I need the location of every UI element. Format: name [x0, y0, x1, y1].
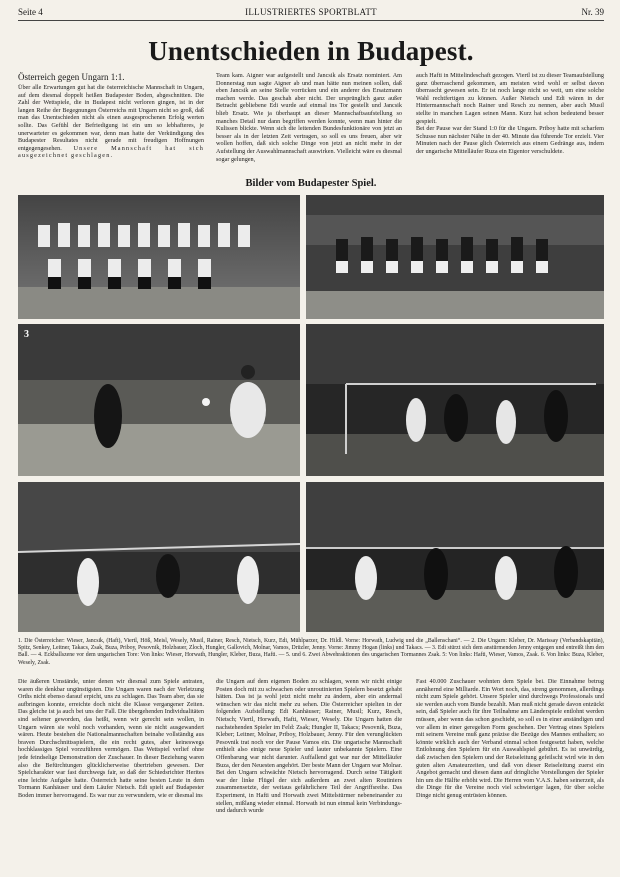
photo-goalkeeper-defense-2	[306, 482, 604, 632]
page-header	[18, 6, 604, 21]
photo-goalkeeper-save	[18, 324, 300, 476]
intro-text: Über alle Erwartungen gut hat die österreichische Mannschaft in Ungarn, auf dem diesmal doppelt heißen Budapester Boden, abgeschnitten. Die Zahl der Wettspiele, die in Budapest nicht verloren gingen, ist in der langen Reihe der Begegnungen Österreichs mit Ungarn nicht so groß, daß man das Unentschieden nicht als einen ausgesprochenen Erfolg werten sollte. Das Gefühl der Befriedigung ist ein um so lebhafteres, je unerwarteter es gekommen war, denn man hatte der Verkündigung des Budapester Resultates nicht gerade mit freudigen Hoffnungen entgegengesehen.	[18, 84, 204, 152]
column-3-text-b: Bei der Pause war der Stand 1:0 für die Ungarn. Priboy hatte mit scharfem Schusse nun nächster Nähe in der 40. Minute das führende Tor erzielt. Vier Minuten nach der Pause glich Österreich aus einem Gedränge aus, indem der ungarische Mittelläufer Ruza ein Eigentor verschuldete.	[416, 125, 604, 155]
column-3	[416, 72, 604, 176]
column-2-text: Team kam. Aigner war aufgestellt und Jancsik als Ersatz nominiert. Am Donnerstag nun sagte Aigner ab und man hätte nun meinen sollen, daß eben Jancsik an seine Stelle vorrücken und ein anderer des Ersatzmann machen werde. Das geschah aber nicht. Der ursprünglich ganz außer Betracht gebliebene Edi wurde auf einmal ins Tor gestellt und Jancsik blieb Ersatz. Wie ja überhaupt an dieser Mannschaftsaufstellung so manches Detail nur dann begriffen werden konnte, wenn man hinter die Kulissen blickte. Wenn sich die leitenden Bundesfunktionäre von jetzt an besser als in der letzten Zeit vertragen, so soll es uns freuen, aber wir wollen hoffen, daß sich solche Dinge von jetzt an nicht mehr in der Aufstellung der Auswahlmannschaft auswirken. Vielleicht wäre es diesmal sogar gelungen,	[216, 72, 402, 163]
photo-goalkeeper-defense-1	[18, 482, 300, 632]
magazine-title: ILLUSTRIERTES SPORTBLATT	[245, 7, 377, 17]
photo-corner-scene	[306, 324, 604, 476]
page-number: Seite 4	[18, 7, 43, 17]
article-headline: Unentschieden in Budapest.	[148, 36, 474, 66]
photo-austrian-team	[18, 195, 300, 319]
photo-number: 3	[24, 329, 29, 340]
photo-hungarian-team	[306, 195, 604, 319]
column-3-text-a: auch Hafti in Mittelindeschaft gezogen. Viertl ist zu dieser Teamaufstellung ganz überraschend gekommen, am meisten wird wohl er selbst davon überrascht gewesen sein. Er ist noch lange nicht so weit, um eine solche Wahl rechtfertigen zu können. Außer Nietsch und Edi wären in der Hintermannschaft noch Rainer und Resch zu nennen, aber auch Musil stellte in manchen Lagen seinen Mann. Kurz hat schon bedeutend besser gespielt.	[416, 72, 604, 125]
article-subtitle: Österreich gegen Ungarn 1:1.	[18, 72, 125, 82]
bottom-column-2: die Ungarn auf dem eigenen Boden zu schlagen, wenn wir nicht einige Posten doch mit zu schwachen oder unroutinierten Spielern besetzt gehabt hätten. Das ist ja wohl jetzt nicht mehr zu ändern, aber ein andermal wünschen wir das nicht mehr zu sehen. Die Österreicher spielten in der folgenden Aufstellung: Edi Kanhäuser; Rainer, Musil; Kurz, Resch, Nietsch; Viertl, Horwath, Hafti, Wieser, Wesely. Die Ungarn hatten die nachstehenden Spieler im Feld: Zsak; Hungler II, Takacs; Pesovnik, Buza, Kleber; Leitner, Molnar, Priboy, Holzbauer, Jenny. Für den verunglückten Pesovnik trat noch vor der Pause Vamos ein. Die ungarische Mannschaft enthielt also einige neue Spieler und lauter unbekannte Spielern. Eine Offenbarung war nicht darunter. Auffallend gut war nur der Mittelläufer Buza, der den Neuesten angehört. Der beste Mann der Ungarn war Molnar. Bei den Ungarn schwächte Nietsch hervorragend. Durch seine Tätigkeit war der linke Flügel der sich außerdem an zwei alten Routiniers zusammensetzte, der weitaus gefährlichere Teil der Angriffsreihe. Das Experiment, in Hafti und Horwath zwei Mittelstürmer nebeneinander zu stellen, mißlang wieder einmal. Horwath ist nun einmal kein Verbindungs- und dadurch wurde	[216, 678, 402, 815]
magazine-page	[18, 6, 604, 868]
intro-tail: Unsere Mannschaft hat sich ausgezeichnet geschlagen.	[18, 144, 204, 160]
photos-caption: 1. Die Österreicher: Wieser, Jancsik, (Haft), Viertl, Höß, Meisl, Wesely, Musil, Rainer, Resch, Nietsch, Kurz, Edi, Mühlparzer, Dr. Hildl. Vorne: Horwath, Ludwig und die „Ballenschani“. — 2. Die Ungarn: Kleber, Dr. Marissay (Verbandskapitän), Spitz, Senkey, Leitner, Takacs, Zsak, Buza, Priboy, Pesovnik, Holzbauer, Zloch, Hungler, Gallovich, Molnar, Vamos, Drüzler, Jenny. Vorne: Jimmy Hogan (links) und Takacs. — 3. Edi stürzt sich dem anstürmenden Jenny entgegen und entreißt ihm den Ball. — 4. Eckballszene vor dem ungarischen Tore: Von links: Wieser, Horwath, Hungler, Kleber, Buza, Hafti. — 5. und 6. Zwei Abwehraktionen des ungarischen Tormannes Zsak. 5: Von links: Hafti, Wieser, Vamos, Zsak. 6. Von links: Buza, Kleber, Wesely, Zsak.	[18, 638, 604, 666]
issue-number: Nr. 39	[581, 7, 604, 17]
bottom-column-1: Die äußeren Umstände, unter denen wir diesmal zum Spiele antraten, waren die denkbar ungünstigsten. Die Ungarn waren nach der Verletzung Orths nicht ebenso darauf erpicht, uns zu schlagen. Das Team aber, das sie aufbringen konnte, erreichte doch nicht die Klasse vergangener Zeiten. Das gleiche ist ja auch bei uns der Fall. Die übergehenden Individualitäten sind seltener geworden, das heißt, wenn wir gerecht sein wollen, in Ungarn wären sie wohl noch vorhanden, wenn sie nicht ausgewandert wären. Heute bestehen die Nationalmannschaften beinahe vollständig aus braven Durchschnittsspielern, die ein recht gutes, aber keineswegs hochklassiges Spiel vorzuführen vermögen. Das Wettspiel verlief ohne jede feindselige Demonstration der Zuschauer. In dieser Beziehung waren also die Befürchtungen glücklicherweise übertrieben gewesen. Der Spielcharakter war fast durchwegs fair, so daß der Schiedsrichter Herites eine leichte Aufgabe hatte. Österreich hatte seine besten Leute in dem Tormann Kanhäuser und dem Läufer Nietsch. Edi spielt auf Budapester Boden immer hervorragend. Es war nur zu verwundern, wie er diesmal ins	[18, 678, 204, 799]
bottom-column-3: Fast 40.000 Zuschauer wohnten dem Spiele bei. Die Einnahme betrug annähernd eine Milliarde. Ein Wort noch, das, streng genommen, allerdings nicht zum Spiele gehört. Unsere Spieler sind durchwegs Professionals und sie werden auch vom Bunde bezahlt. Man muß nicht gerade davon entzückt sein, daß Spieler auch für ihre Teilnahme am Länderspiele entlohnt werden müssen, aber wenn das schon geschieht, so soll es in einer anständigen und vor allem in einer geregelten Form geschehen. Der Vertrag eines Spielers mit seinem Vereine muß ganz präzise die Bezüge des Mannes enthalten; so könnte wirklich auch der Verband einmal schon festgesetzt haben, welche Entlohnung den Spielern für ein Auswahlspiel gebührt. Es ist unwürdig, daß zwischen den Spielern und der Reiseleitung gefeilscht wird wie in den guten alten Amateurzeiten, und daß von dieser Reiseleitung zuerst ein Angebot gemacht und diesen dann auf dringliche Vorstellungen der Spieler hin um die Hälfte erhöht wird. Die Herren vom V.A.S. haben seinerzeit, als die Dinge für die Vereine noch viel schwieriger lagen, für über solche Dinge nicht genug entrüsten können.	[416, 678, 604, 799]
intro-column	[18, 72, 204, 176]
photos-section-title: Bilder vom Budapester Spiel.	[245, 178, 377, 189]
